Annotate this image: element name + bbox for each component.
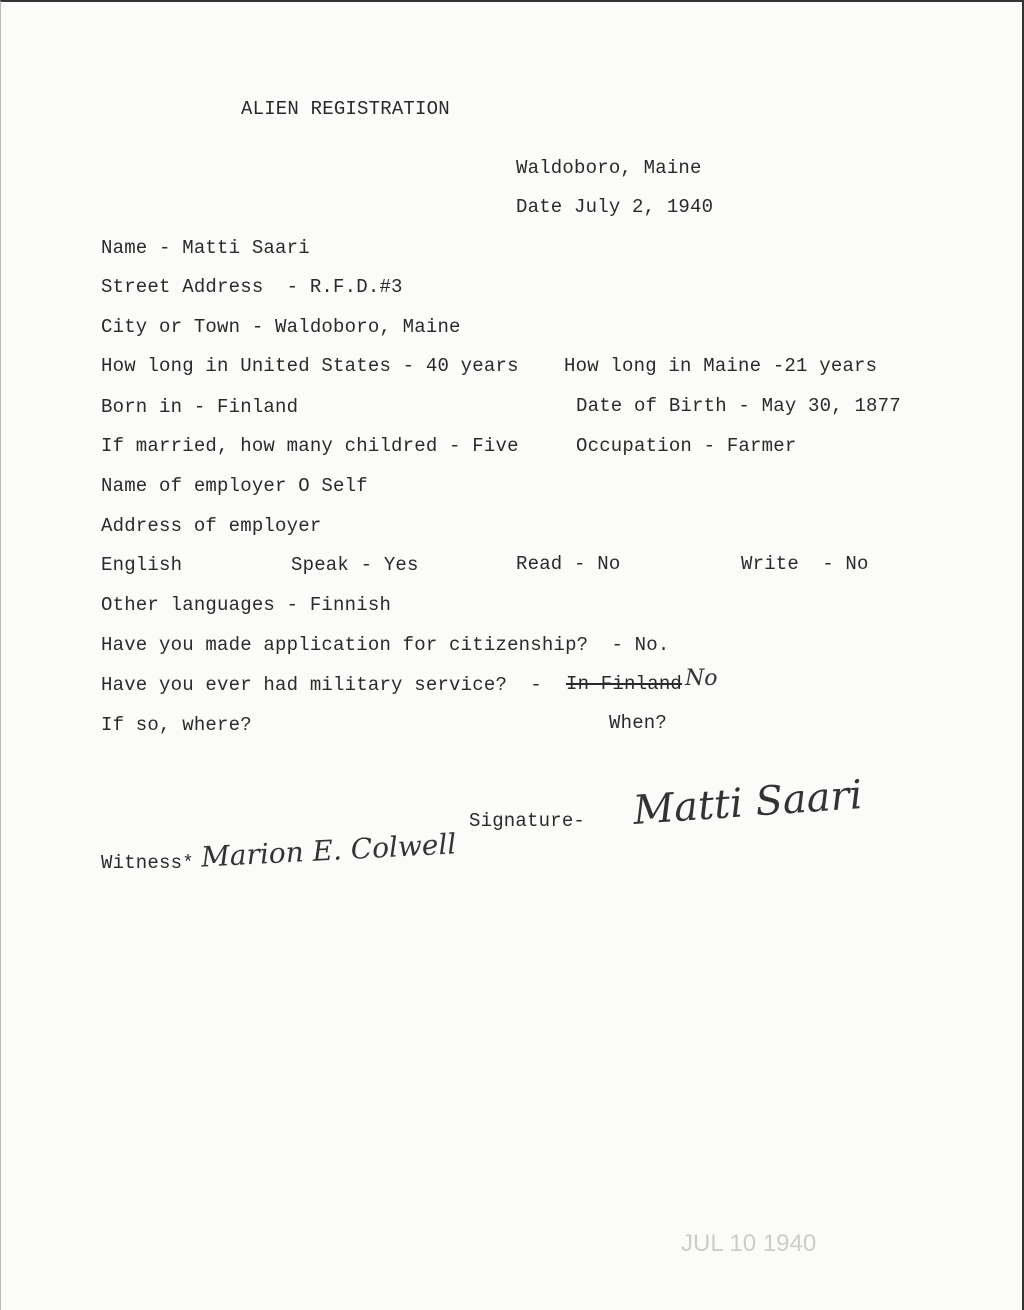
field-citizenship: Have you made application for citizenship? - No. — [101, 634, 670, 656]
witness-signature: Marion E. Colwell — [200, 827, 458, 874]
field-city: City or Town - Waldoboro, Maine — [101, 316, 461, 338]
place: Waldoboro, Maine — [516, 157, 702, 179]
stamp-text: JUL 10 1940 — [681, 1230, 817, 1257]
field-employer-address: Address of employer — [101, 515, 322, 537]
date: Date July 2, 1940 — [516, 196, 714, 218]
field-maine-duration: How long in Maine -21 years — [564, 355, 878, 377]
field-where: If so, where? — [101, 714, 252, 736]
signature-label: Signature- — [469, 810, 586, 832]
field-speak: Speak - Yes — [291, 554, 419, 576]
field-english: English — [101, 554, 183, 576]
field-when: When? — [609, 712, 668, 734]
field-dob: Date of Birth - May 30, 1877 — [576, 395, 901, 417]
field-military-question: Have you ever had military service? - — [101, 674, 542, 696]
field-street-address: Street Address - R.F.D.#3 — [101, 276, 403, 298]
applicant-signature: Matti Saari — [631, 772, 864, 834]
field-write: Write - No — [741, 553, 869, 575]
form-title: ALIEN REGISTRATION — [241, 98, 450, 120]
military-handwritten-answer: No — [685, 666, 718, 691]
field-read: Read - No — [516, 553, 621, 575]
field-name: Name - Matti Saari — [101, 237, 310, 259]
field-us-duration: How long in United States - 40 years — [101, 355, 519, 377]
field-employer: Name of employer O Self — [101, 475, 368, 497]
field-other-languages: Other languages - Finnish — [101, 594, 392, 616]
military-struck-answer: In Finland — [566, 673, 683, 695]
field-occupation: Occupation - Farmer — [576, 435, 797, 457]
witness-label: Witness* — [101, 852, 194, 874]
field-children: If married, how many childred - Five — [101, 435, 519, 457]
received-stamp — [561, 1217, 821, 1267]
field-born: Born in - Finland — [101, 396, 299, 418]
